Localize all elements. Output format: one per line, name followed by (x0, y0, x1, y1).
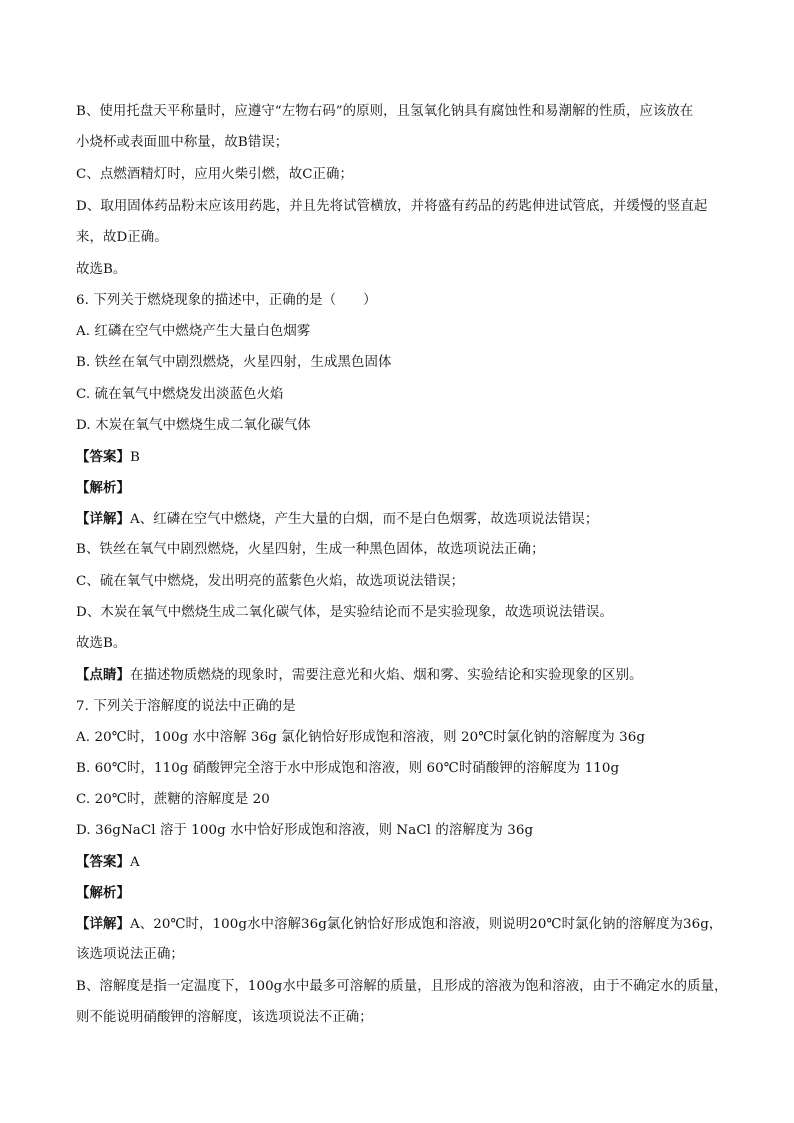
question-6-option-d: D. 木炭在氧气中燃烧生成二氧化碳气体 (76, 418, 311, 433)
prev-option-b-line1: B、使用托盘天平称量时，应遵守“左物右码”的原则，且氢氧化钠具有腐蚀性和易潮解的性质，应该放在 (76, 104, 694, 119)
detail-text: A、20℃时，100g水中溶解36g氯化钠恰好形成饱和溶液，则说明20℃时氯化钠的溶解度为36g， (129, 917, 723, 932)
question-6-option-c: C. 硫在氧气中燃烧发出淡蓝色火焰 (76, 387, 284, 402)
prev-option-b-line2: 小烧杯或表面皿中称量，故B错误； (76, 135, 289, 150)
prev-conclusion: 故选B。 (76, 262, 127, 277)
analysis-label: 【解析】 (76, 885, 130, 901)
question-7-option-a: A. 20℃时，100g 水中溶解 36g 氯化钠恰好形成饱和溶液，则 20℃时氯化钠的溶解度为 36g (76, 730, 645, 745)
answer-value: A (129, 855, 140, 870)
question-6-detail-b: B、铁丝在氧气中剧烈燃烧，火星四射，生成一种黑色固体，故选项说法正确； (76, 542, 545, 557)
question-6-detail-a (76, 510, 598, 529)
question-6-detail-d: D、木炭在氧气中燃烧生成二氧化碳气体，是实验结论而不是实验现象，故选项说法错误。 (76, 605, 613, 620)
tip-label: 【点睛】 (76, 667, 130, 683)
question-7-analysis-label (76, 884, 130, 903)
answer-value: B (129, 450, 140, 465)
question-7-detail-a-line2: 该选项说法正确； (76, 947, 184, 962)
question-7-option-b: B. 60℃时，110g 硝酸钾完全溶于水中形成饱和溶液，则 60℃时硝酸钾的溶解度为 110g (76, 761, 620, 776)
detail-label: 【详解】 (76, 916, 130, 932)
question-7-option-c: C. 20℃时，蔗糖的溶解度是 20 (76, 792, 270, 807)
question-7-answer (76, 853, 140, 872)
question-7-detail-b-line1: B、溶解度是指一定温度下，100g水中最多可溶解的质量，且形成的溶液为饱和溶液，由于不确定水的质量， (76, 979, 728, 994)
analysis-label: 【解析】 (76, 480, 130, 496)
question-6-conclusion: 故选B。 (76, 636, 127, 651)
prev-option-d-line2: 来，故D正确。 (76, 230, 168, 245)
question-6-option-a: A. 红磷在空气中燃烧产生大量白色烟雾 (76, 324, 311, 339)
question-7-stem: 7. 下列关于溶解度的说法中正确的是 (76, 699, 296, 714)
question-6-answer (76, 448, 140, 467)
question-6-analysis-label (76, 479, 130, 498)
tip-text: 在描述物质燃烧的现象时，需要注意光和火焰、烟和雾、实验结论和实验现象的区别。 (129, 668, 643, 683)
question-7-option-d: D. 36gNaCl 溶于 100g 水中恰好形成饱和溶液，则 NaCl 的溶解度为 36g (76, 823, 534, 838)
question-7-detail-b-line2: 则不能说明硝酸钾的溶解度，该选项说法不正确； (76, 1010, 373, 1025)
prev-option-c: C、点燃酒精灯时，应用火柴引燃，故C正确； (76, 167, 354, 182)
answer-label: 【答案】 (76, 854, 130, 870)
question-6-stem: 6. 下列关于燃烧现象的描述中，正确的是（ ） (76, 293, 377, 308)
question-6-tip (76, 666, 643, 685)
prev-option-d-line1: D、取用固体药品粉末应该用药匙，并且先将试管横放，并将盛有药品的药匙伸进试管底，并缓慢的竖直起 (76, 199, 708, 214)
question-6-option-b: B. 铁丝在氧气中剧烈燃烧，火星四射，生成黑色固体 (76, 355, 392, 370)
question-7-detail-a-line1 (76, 915, 722, 934)
detail-label: 【详解】 (76, 511, 130, 527)
answer-label: 【答案】 (76, 449, 130, 465)
detail-text: A、红磷在空气中燃烧，产生大量的白烟，而不是白色烟雾，故选项说法错误； (129, 512, 599, 527)
question-6-detail-c: C、硫在氧气中燃烧，发出明亮的蓝紫色火焰，故选项说法错误； (76, 574, 465, 589)
